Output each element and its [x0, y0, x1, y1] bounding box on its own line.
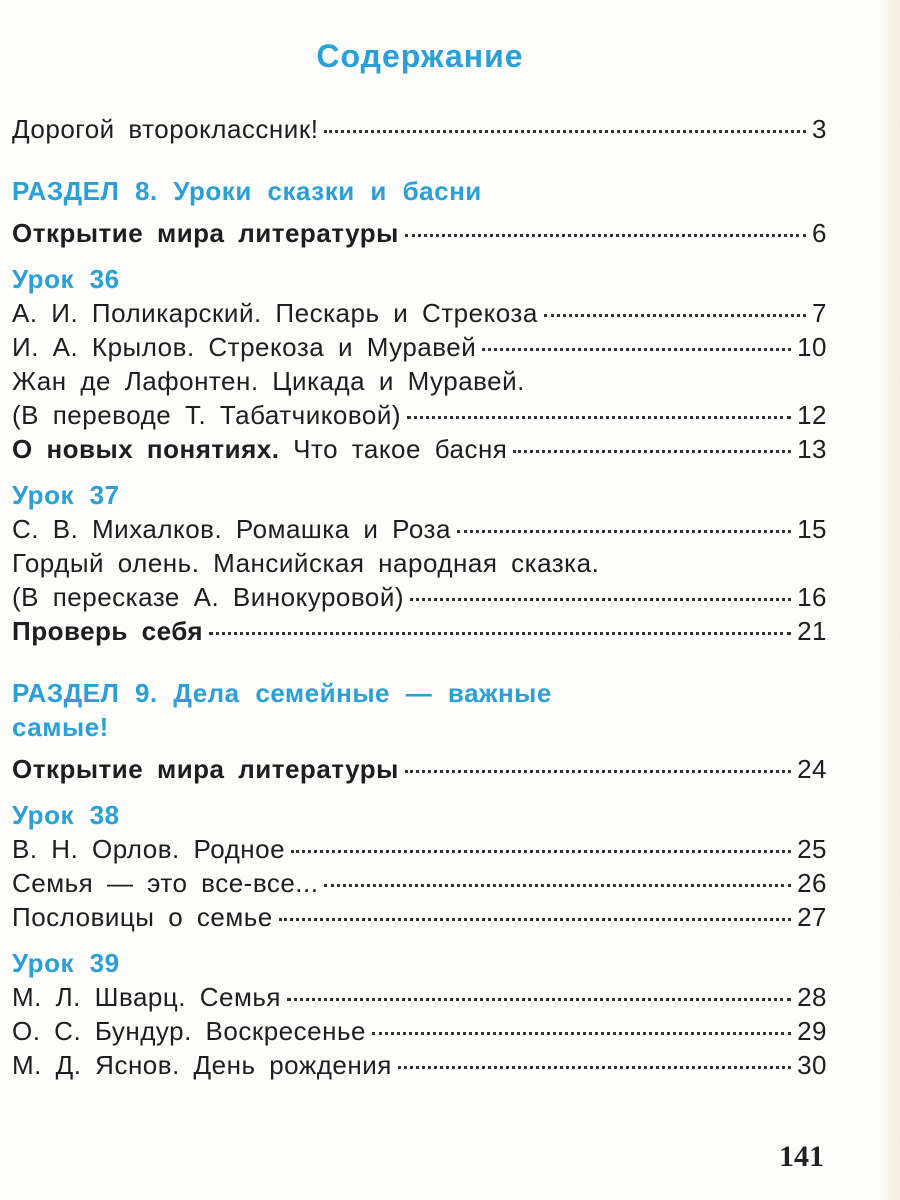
entry-title-rest: Что такое басня — [293, 434, 508, 464]
dot-leader — [405, 770, 791, 773]
toc-entry-intro[interactable] — [12, 112, 827, 146]
dot-leader — [457, 530, 791, 533]
entry-title: Дорогой второклассник! — [12, 114, 319, 144]
toc-entry[interactable] — [12, 1048, 827, 1082]
dot-leader — [324, 884, 791, 887]
dot-leader — [398, 1066, 791, 1069]
entry-page-number: 6 — [812, 218, 827, 248]
entry-title: Пословицы о семье — [12, 902, 273, 932]
dot-leader — [287, 998, 791, 1001]
toc-entry[interactable] — [12, 432, 827, 466]
dot-leader — [291, 850, 791, 853]
dot-leader — [405, 234, 806, 237]
entry-title: В. Н. Орлов. Родное — [12, 834, 286, 864]
entry-page-number: 13 — [797, 434, 827, 464]
entry-title: И. А. Крылов. Стрекоза и Муравей — [12, 332, 477, 362]
entry-title: М. Д. Яснов. День рождения — [12, 1050, 392, 1080]
toc-entry[interactable] — [12, 330, 827, 364]
toc-entry[interactable] — [12, 866, 827, 900]
entry-page-number: 16 — [797, 582, 827, 612]
toc-entry[interactable] — [12, 1014, 827, 1048]
dot-leader — [407, 416, 791, 419]
dot-leader — [324, 130, 806, 133]
dot-leader — [209, 632, 791, 635]
lesson-38-heading[interactable]: Урок 38 — [12, 800, 120, 830]
entry-page-number: 26 — [797, 868, 827, 898]
entry-title: Проверь себя — [12, 616, 204, 646]
entry-title: (В переводе Т. Табатчиковой) — [12, 400, 402, 430]
entry-page-number: 29 — [797, 1016, 827, 1046]
entry-title — [12, 432, 507, 466]
toc-entry[interactable] — [12, 900, 827, 934]
entry-title: Семья — это все-все... — [12, 868, 319, 898]
entry-page-number: 27 — [797, 902, 827, 932]
dot-leader — [513, 450, 791, 453]
table-of-contents — [12, 112, 827, 1082]
section-9-heading-line-1: РАЗДЕЛ 9. Дела семейные — важные — [12, 678, 552, 708]
lesson-39-heading[interactable]: Урок 39 — [12, 948, 120, 978]
toc-entry[interactable] — [12, 832, 827, 866]
entry-title: С. В. Михалков. Ромашка и Роза — [12, 514, 451, 544]
dot-leader — [482, 348, 791, 351]
entry-title: Открытие мира литературы — [12, 218, 399, 248]
page-edge-shadow — [878, 0, 900, 1200]
entry-title: М. Л. Шварц. Семья — [12, 982, 281, 1012]
lesson-36-heading[interactable]: Урок 36 — [12, 264, 120, 294]
entry-title: А. И. Поликарский. Пескарь и Стрекоза — [12, 298, 538, 328]
entry-page-number: 24 — [797, 754, 827, 784]
page-title: Содержание — [316, 38, 524, 74]
dot-leader — [410, 598, 791, 601]
entry-page-number: 7 — [812, 298, 827, 328]
lesson-37-heading[interactable]: Урок 37 — [12, 480, 120, 510]
toc-entry[interactable] — [12, 512, 827, 546]
entry-page-number: 25 — [797, 834, 827, 864]
toc-entry-opening-9[interactable] — [12, 752, 827, 786]
entry-bold-prefix: О новых понятиях. — [12, 434, 280, 464]
toc-entry[interactable] — [12, 580, 827, 614]
entry-title: Открытие мира литературы — [12, 754, 399, 784]
entry-page-number: 12 — [797, 400, 827, 430]
entry-title: О. С. Бундур. Воскресенье — [12, 1016, 366, 1046]
page-number: 141 — [779, 1140, 824, 1173]
entry-page-number: 30 — [797, 1050, 827, 1080]
section-8-heading[interactable]: РАЗДЕЛ 8. Уроки сказки и басни — [12, 176, 482, 206]
entry-page-number: 21 — [797, 616, 827, 646]
entry-page-number: 28 — [797, 982, 827, 1012]
toc-entry[interactable] — [12, 398, 827, 432]
entry-page-number: 10 — [797, 332, 827, 362]
toc-entry[interactable] — [12, 980, 827, 1014]
entry-page-number: 15 — [797, 514, 827, 544]
section-9-heading[interactable] — [12, 676, 827, 744]
dot-leader — [279, 918, 791, 921]
toc-entry-check-yourself[interactable] — [12, 614, 827, 648]
toc-entry[interactable] — [12, 296, 827, 330]
toc-entry-line[interactable]: Гордый олень. Мансийская народная сказка. — [12, 548, 600, 578]
section-9-heading-line-2: самые! — [12, 712, 109, 742]
toc-entry-line[interactable]: Жан де Лафонтен. Цикада и Муравей. — [12, 366, 525, 396]
toc-entry-opening-8[interactable] — [12, 216, 827, 250]
entry-title: (В пересказе А. Винокуровой) — [12, 582, 405, 612]
entry-page-number: 3 — [812, 114, 827, 144]
dot-leader — [544, 314, 806, 317]
dot-leader — [372, 1032, 791, 1035]
